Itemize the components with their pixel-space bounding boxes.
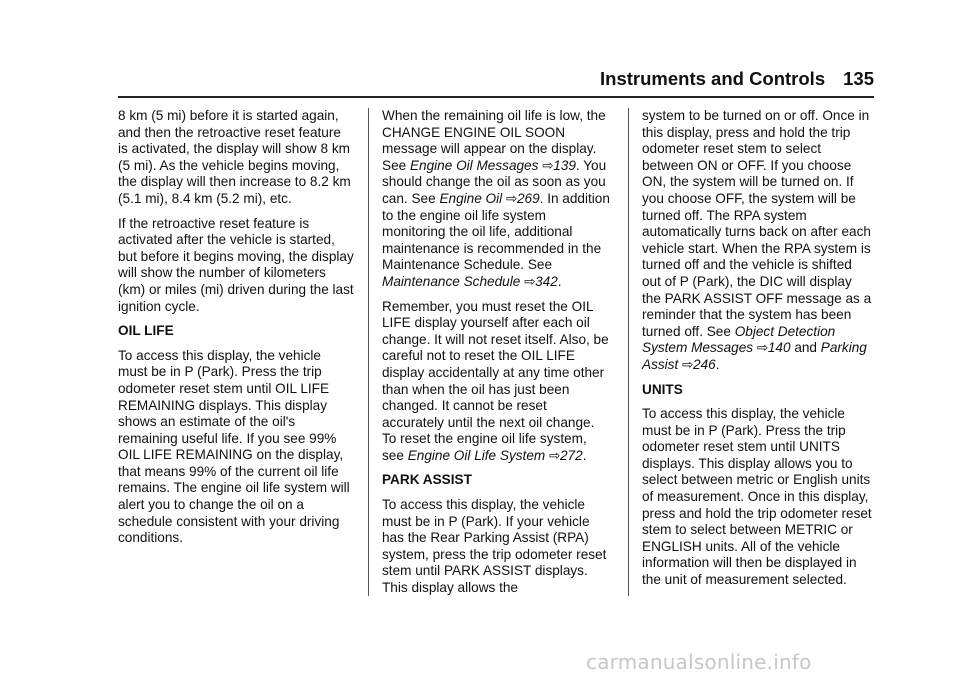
page-reference-arrow-icon: ⇨ bbox=[549, 447, 561, 463]
page-reference-arrow-icon: ⇨ bbox=[524, 273, 536, 289]
text-run: Remember, you must reset the OIL LIFE display yourself after each oil change. It will not reset itself. Also, be careful not to reset the OIL LIFE display accidentally at any time other than when the oil has just been changed. It cannot be reset accurately until the next oil change. To reset the engine oil life system, see bbox=[382, 298, 609, 463]
paragraph: 8 km (5 mi) before it is started again, and then the retroactive reset feature is activated, the display will show 8 km (5 mi). As the vehicle begins moving, the display will then increase to 8.2 km (5.1 mi), 8.4 km (5.2 mi), etc. bbox=[118, 108, 351, 206]
page-reference-arrow-icon: ⇨ bbox=[505, 190, 518, 206]
watermark: carmanualsonline.info bbox=[586, 650, 812, 674]
section-title: Instruments and Controls bbox=[600, 68, 826, 89]
cross-reference-engine-oil-life-system[interactable]: Engine Oil Life System bbox=[407, 447, 546, 463]
cross-reference-object-detection-system-messages[interactable]: Object Detection System Messages bbox=[642, 323, 836, 356]
page-reference-arrow-icon: ⇨ bbox=[542, 157, 554, 173]
page-reference[interactable]: 139 bbox=[553, 157, 576, 173]
page-reference[interactable]: 269 bbox=[516, 190, 540, 206]
paragraph bbox=[382, 108, 612, 291]
page-reference[interactable]: 246 bbox=[693, 356, 716, 372]
column-2 bbox=[382, 108, 612, 605]
text-run: . bbox=[557, 273, 562, 289]
cross-reference-engine-oil-messages[interactable]: Engine Oil Messages bbox=[409, 157, 539, 173]
page-reference-arrow-icon: ⇨ bbox=[682, 356, 694, 372]
paragraph: If the retroactive reset feature is activated after the vehicle is started, but before it begins moving, the display will show the number of kilometers (km) or miles (mi) driven during the last ignition cycle. bbox=[118, 215, 354, 314]
text-run: and bbox=[794, 340, 817, 356]
text-run: system to be turned on or off. Once in this display, press and hold the trip odometer reset stem to select between ON or OFF. If you choose ON, the system will be turned on. If you choose OFF, the system will be turned off. The RPA system automatically turns back on after each vehicle start. When the RPA system is turned off and the vehicle is shifted out of P (Park), the DIC will display the PARK ASSIST OFF message as a reminder that the system has been turned off. See bbox=[642, 108, 872, 339]
paragraph bbox=[382, 299, 612, 465]
page-number: 135 bbox=[843, 68, 874, 89]
paragraph: To access this display, the vehicle must be in P (Park). Press the trip odometer reset stem until UNITS displays. This display allows you to select between metric or English units of measurement. Once in this display, press and hold the trip odometer reset stem to select between METRIC or ENGLISH units. All of the vehicle information will then be displayed in the unit of measurement selected. bbox=[642, 406, 872, 588]
column-divider bbox=[628, 108, 629, 596]
cross-reference-engine-oil[interactable]: Engine Oil bbox=[439, 190, 503, 206]
subheading-units: UNITS bbox=[642, 381, 683, 397]
cross-reference-maintenance-schedule[interactable]: Maintenance Schedule bbox=[382, 273, 521, 289]
text-run: . In addition to the engine oil life system monitoring the oil life, additional maintenance is recommended in the Maintenance Schedule. See bbox=[382, 190, 610, 273]
paragraph bbox=[642, 108, 874, 374]
paragraph: To access this display, the vehicle must be in P (Park). If your vehicle has the Rear Parking Assist (RPA) system, press the trip odometer reset stem until PARK ASSIST displays. This display allows the bbox=[382, 497, 607, 596]
text-run: When the remaining oil life is low, the CHANGE ENGINE OIL SOON message will appear on the display. See bbox=[382, 108, 606, 173]
text-run: . You should change the oil as soon as you can. See bbox=[382, 157, 607, 206]
column-1 bbox=[118, 108, 354, 555]
page-reference[interactable]: 342 bbox=[535, 273, 558, 289]
page-reference[interactable]: 140 bbox=[767, 340, 791, 356]
column-3 bbox=[642, 108, 874, 597]
header-rule bbox=[118, 96, 874, 98]
cross-reference-parking-assist[interactable]: Parking Assist bbox=[642, 340, 867, 372]
page-reference-arrow-icon: ⇨ bbox=[756, 340, 769, 356]
paragraph: To access this display, the vehicle must be in P (Park). Press the trip odometer reset stem until OIL LIFE REMAINING displays. This display shows an estimate of the oil's remaining useful life. If you see 99% OIL LIFE REMAINING on the display, that means 99% of the current oil life remains. The engine oil life system will alert you to change the oil on a schedule consistent with your driving conditions. bbox=[118, 347, 350, 546]
subheading-park-assist: PARK ASSIST bbox=[382, 472, 472, 488]
text-run: . bbox=[582, 447, 587, 463]
text-run: . bbox=[715, 356, 720, 372]
page-header bbox=[588, 68, 874, 90]
column-divider bbox=[368, 108, 369, 596]
page-reference[interactable]: 272 bbox=[560, 447, 583, 463]
subheading-oil-life: OIL LIFE bbox=[118, 323, 174, 339]
